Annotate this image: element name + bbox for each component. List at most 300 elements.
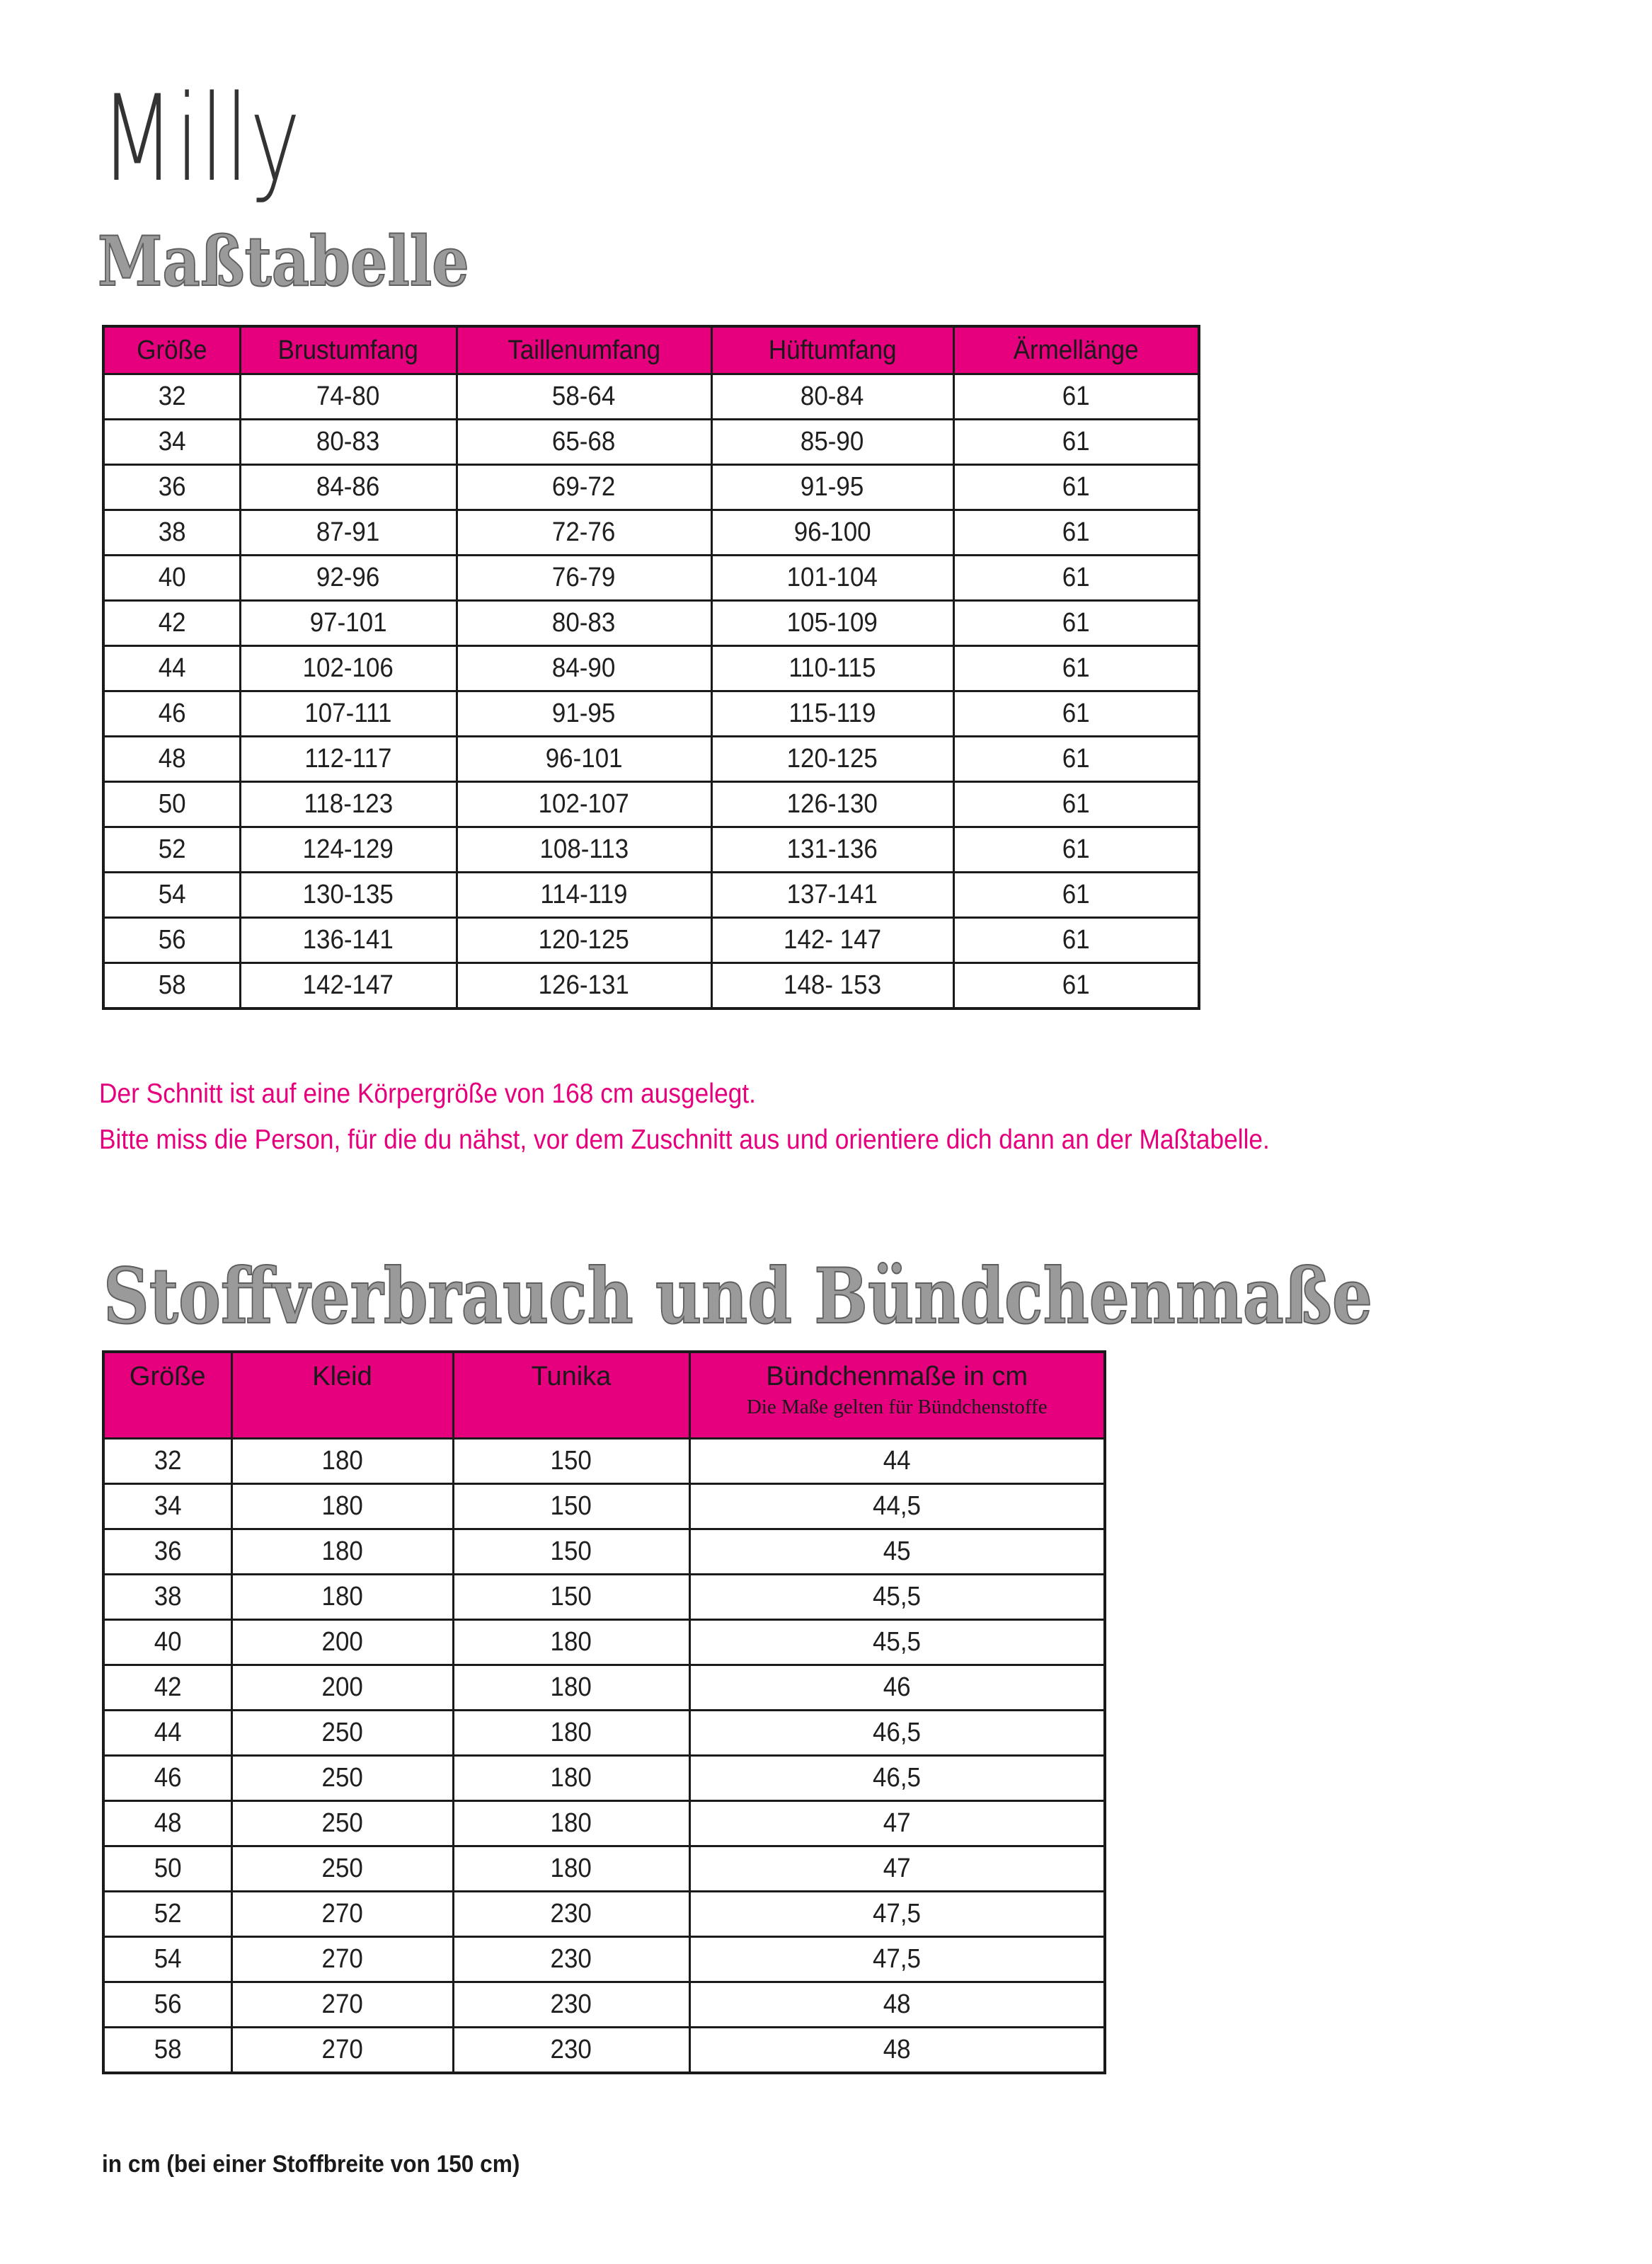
cell-buendchenmasse-in-cm: [689, 1846, 1105, 1892]
cell-groesse: [103, 1620, 231, 1665]
cell-kleid: [231, 1756, 453, 1801]
table-row: [103, 420, 1199, 465]
cell-kleid: [231, 1982, 453, 2028]
cell-value: 142- 147: [783, 925, 881, 955]
cell-buendchenmasse-in-cm: [689, 1439, 1105, 1484]
cell-value: 61: [1062, 608, 1090, 638]
table-row: [103, 1529, 1105, 1575]
table-row: [103, 510, 1199, 556]
cell-groesse: [103, 918, 240, 963]
cell-value: 200: [321, 1627, 363, 1657]
cell-value: 34: [154, 1491, 182, 1521]
cell-groesse: [103, 1892, 231, 1937]
cell-value: 50: [154, 1854, 182, 1883]
cell-value: 124-129: [302, 834, 394, 864]
cell-value: 44: [158, 653, 186, 683]
cell-value: 46,5: [873, 1763, 922, 1793]
cell-value: 61: [1062, 744, 1090, 774]
cell-groesse: [103, 420, 240, 465]
note-body-height: Der Schnitt ist auf eine Körpergröße von 168 cm ausgelegt.: [99, 1079, 756, 1109]
cell-tunika: [453, 1620, 689, 1665]
size-table-header-row: [103, 326, 1199, 374]
table-row: [103, 601, 1199, 646]
table-row: [103, 1711, 1105, 1756]
cell-groesse: [103, 465, 240, 510]
cell-value: 250: [321, 1763, 363, 1793]
cell-value: 136-141: [302, 925, 394, 955]
cell-buendchenmasse-in-cm: [689, 1711, 1105, 1756]
fabric-table-header-row: [103, 1352, 1105, 1439]
cell-value: 80-84: [801, 381, 864, 411]
cell-value: 270: [321, 1899, 363, 1929]
cell-groesse: [103, 1937, 231, 1982]
cell-value: 36: [158, 472, 186, 502]
table-row: [103, 918, 1199, 963]
cell-value: 96-101: [545, 744, 623, 774]
table-row: [103, 1892, 1105, 1937]
cell-value: 65-68: [552, 427, 616, 456]
cell-value: 48: [158, 744, 186, 774]
cell-kleid: [231, 1665, 453, 1711]
cell-tunika: [453, 1846, 689, 1892]
cell-value: 87-91: [316, 517, 380, 547]
cell-buendchenmasse-in-cm: [689, 1665, 1105, 1711]
cell-groesse: [103, 737, 240, 782]
cell-groesse: [103, 1801, 231, 1846]
cell-buendchenmasse-in-cm: [689, 1620, 1105, 1665]
cell-taillenumfang: [457, 465, 711, 510]
cell-value: 126-131: [538, 970, 630, 1000]
cell-value: 61: [1062, 925, 1090, 955]
cell-value: 108-113: [539, 834, 629, 864]
cell-value: 180: [550, 1627, 592, 1657]
cell-groesse: [103, 782, 240, 827]
cell-groesse: [103, 827, 240, 873]
cell-groesse: [103, 963, 240, 1009]
cell-kleid: [231, 1484, 453, 1529]
cell-value: 105-109: [786, 608, 878, 638]
column-header-hueftumfang: [711, 326, 953, 374]
cell-value: 142-147: [302, 970, 394, 1000]
cell-brustumfang: [240, 420, 457, 465]
cell-value: 58: [154, 2035, 182, 2064]
cell-value: 34: [158, 427, 186, 456]
cell-kleid: [231, 1575, 453, 1620]
cell-value: 80-83: [552, 608, 616, 638]
cell-groesse: [103, 691, 240, 737]
cell-value: 230: [550, 1989, 592, 2019]
cell-value: 270: [321, 1989, 363, 2019]
cell-tunika: [453, 1756, 689, 1801]
cell-value: 48: [883, 2035, 911, 2064]
cell-value: 180: [321, 1491, 363, 1521]
cell-value: 45,5: [873, 1627, 922, 1657]
cell-kleid: [231, 1892, 453, 1937]
cell-aermellaenge: [953, 827, 1199, 873]
cell-value: 61: [1062, 653, 1090, 683]
cell-aermellaenge: [953, 691, 1199, 737]
cell-value: 84-86: [316, 472, 380, 502]
cell-hueftumfang: [711, 873, 953, 918]
column-header-label: Größe: [137, 335, 207, 365]
cell-value: 56: [154, 1989, 182, 2019]
cell-brustumfang: [240, 601, 457, 646]
cell-kleid: [231, 2028, 453, 2074]
column-header-taillenumfang: [457, 326, 711, 374]
table-row: [103, 1439, 1105, 1484]
cell-groesse: [103, 1484, 231, 1529]
cell-value: 180: [550, 1854, 592, 1883]
cell-value: 44: [883, 1446, 911, 1476]
cell-value: 76-79: [552, 563, 616, 592]
document-title: Milly: [101, 69, 302, 208]
cell-value: 230: [550, 1899, 592, 1929]
cell-taillenumfang: [457, 601, 711, 646]
cell-value: 250: [321, 1718, 363, 1747]
cell-value: 118-123: [304, 789, 393, 819]
cell-groesse: [103, 646, 240, 691]
cell-taillenumfang: [457, 420, 711, 465]
cell-value: 180: [550, 1718, 592, 1747]
cell-buendchenmasse-in-cm: [689, 1575, 1105, 1620]
cell-value: 38: [158, 517, 186, 547]
cell-value: 44: [154, 1718, 182, 1747]
cell-brustumfang: [240, 510, 457, 556]
cell-value: 85-90: [801, 427, 864, 456]
cell-value: 47: [883, 1854, 911, 1883]
cell-taillenumfang: [457, 646, 711, 691]
cell-value: 42: [158, 608, 186, 638]
cell-value: 270: [321, 2035, 363, 2064]
cell-groesse: [103, 1575, 231, 1620]
column-header-groesse: [103, 1352, 231, 1439]
table-row: [103, 873, 1199, 918]
cell-value: 180: [550, 1763, 592, 1793]
table-row: [103, 737, 1199, 782]
column-header-label: Taillenumfang: [507, 335, 660, 365]
column-header-buendchenmasse-in-cm: [689, 1352, 1105, 1439]
cell-value: 250: [321, 1808, 363, 1838]
table-row: [103, 1756, 1105, 1801]
cell-value: 61: [1062, 834, 1090, 864]
cell-value: 48: [154, 1808, 182, 1838]
note-measure-instructions: Bitte miss die Person, für die du nähst, vor dem Zuschnitt aus und orientiere dich dann an der Maßtabelle.: [99, 1125, 1270, 1155]
cell-buendchenmasse-in-cm: [689, 2028, 1105, 2074]
cell-kleid: [231, 1620, 453, 1665]
cell-value: 107-111: [304, 699, 392, 728]
cell-value: 110-115: [788, 653, 876, 683]
cell-aermellaenge: [953, 963, 1199, 1009]
cell-value: 180: [550, 1808, 592, 1838]
cell-value: 96-100: [793, 517, 871, 547]
cell-brustumfang: [240, 873, 457, 918]
cell-groesse: [103, 1982, 231, 2028]
cell-value: 46: [154, 1763, 182, 1793]
cell-hueftumfang: [711, 510, 953, 556]
cell-value: 112-117: [304, 744, 392, 774]
cell-value: 54: [158, 880, 186, 909]
cell-value: 150: [550, 1491, 592, 1521]
table-row: [103, 646, 1199, 691]
column-header-brustumfang: [240, 326, 457, 374]
cell-value: 48: [883, 1989, 911, 2019]
cell-tunika: [453, 1575, 689, 1620]
fabric-table-body: [103, 1439, 1105, 2074]
cell-aermellaenge: [953, 737, 1199, 782]
fabric-table-heading: Stoffverbrauch und Bündchenmaße: [103, 1252, 1373, 1341]
cell-value: 61: [1062, 517, 1090, 547]
cell-value: 38: [154, 1582, 182, 1611]
cell-brustumfang: [240, 465, 457, 510]
cell-kleid: [231, 1529, 453, 1575]
table-row: [103, 374, 1199, 420]
cell-value: 36: [154, 1536, 182, 1566]
cell-value: 126-130: [786, 789, 878, 819]
cell-value: 102-107: [538, 789, 630, 819]
cell-groesse: [103, 374, 240, 420]
cell-value: 102-106: [302, 653, 394, 683]
cell-buendchenmasse-in-cm: [689, 1529, 1105, 1575]
cell-aermellaenge: [953, 374, 1199, 420]
cell-value: 74-80: [316, 381, 380, 411]
cell-value: 32: [154, 1446, 182, 1476]
cell-hueftumfang: [711, 374, 953, 420]
cell-tunika: [453, 1982, 689, 2028]
cell-brustumfang: [240, 556, 457, 601]
cell-value: 61: [1062, 472, 1090, 502]
cell-value: 40: [154, 1627, 182, 1657]
column-header-sublabel: Die Maße gelten für Bündchenstoffe: [746, 1396, 1048, 1418]
cell-hueftumfang: [711, 420, 953, 465]
cell-tunika: [453, 1665, 689, 1711]
cell-value: 250: [321, 1854, 363, 1883]
cell-aermellaenge: [953, 646, 1199, 691]
cell-tunika: [453, 1484, 689, 1529]
cell-brustumfang: [240, 691, 457, 737]
cell-groesse: [103, 1665, 231, 1711]
table-row: [103, 782, 1199, 827]
cell-value: 47,5: [873, 1944, 922, 1974]
footer-note: in cm (bei einer Stoffbreite von 150 cm): [102, 2151, 520, 2178]
cell-value: 56: [158, 925, 186, 955]
fabric-table: [102, 1350, 1106, 2074]
cell-groesse: [103, 556, 240, 601]
cell-value: 230: [550, 1944, 592, 1974]
cell-value: 72-76: [552, 517, 616, 547]
cell-value: 91-95: [801, 472, 864, 502]
cell-aermellaenge: [953, 465, 1199, 510]
cell-hueftumfang: [711, 827, 953, 873]
cell-tunika: [453, 2028, 689, 2074]
cell-taillenumfang: [457, 918, 711, 963]
cell-value: 114-119: [540, 880, 628, 909]
cell-groesse: [103, 873, 240, 918]
size-table-heading: Maßtabelle: [98, 222, 469, 301]
cell-groesse: [103, 601, 240, 646]
cell-tunika: [453, 1801, 689, 1846]
table-row: [103, 963, 1199, 1009]
cell-groesse: [103, 510, 240, 556]
cell-value: 58-64: [552, 381, 616, 411]
cell-brustumfang: [240, 374, 457, 420]
cell-value: 101-104: [786, 563, 878, 592]
table-row: [103, 1484, 1105, 1529]
cell-value: 32: [158, 381, 186, 411]
cell-value: 45: [883, 1536, 911, 1566]
column-header-label: Bündchenmaße in cm: [766, 1362, 1028, 1391]
cell-brustumfang: [240, 782, 457, 827]
cell-taillenumfang: [457, 691, 711, 737]
cell-taillenumfang: [457, 374, 711, 420]
cell-groesse: [103, 1756, 231, 1801]
cell-aermellaenge: [953, 873, 1199, 918]
cell-aermellaenge: [953, 782, 1199, 827]
cell-tunika: [453, 1529, 689, 1575]
cell-value: 47: [883, 1808, 911, 1838]
cell-hueftumfang: [711, 601, 953, 646]
cell-brustumfang: [240, 963, 457, 1009]
column-header-tunika: [453, 1352, 689, 1439]
cell-value: 97-101: [309, 608, 387, 638]
table-row: [103, 556, 1199, 601]
cell-hueftumfang: [711, 918, 953, 963]
cell-buendchenmasse-in-cm: [689, 1982, 1105, 2028]
cell-value: 54: [154, 1944, 182, 1974]
column-header-label: Größe: [129, 1362, 206, 1391]
cell-value: 115-119: [788, 699, 876, 728]
column-header-aermellaenge: [953, 326, 1199, 374]
cell-hueftumfang: [711, 737, 953, 782]
cell-value: 45,5: [873, 1582, 922, 1611]
cell-brustumfang: [240, 646, 457, 691]
column-header-label: Tunika: [531, 1362, 612, 1391]
cell-value: 180: [321, 1446, 363, 1476]
cell-buendchenmasse-in-cm: [689, 1484, 1105, 1529]
cell-value: 52: [154, 1899, 182, 1929]
cell-value: 61: [1062, 381, 1090, 411]
cell-hueftumfang: [711, 782, 953, 827]
size-table-body: [103, 374, 1199, 1009]
cell-aermellaenge: [953, 918, 1199, 963]
cell-hueftumfang: [711, 691, 953, 737]
cell-value: 148- 153: [783, 970, 881, 1000]
cell-taillenumfang: [457, 873, 711, 918]
cell-value: 47,5: [873, 1899, 922, 1929]
column-header-label: Brustumfang: [277, 335, 419, 365]
cell-value: 61: [1062, 563, 1090, 592]
cell-value: 84-90: [552, 653, 616, 683]
cell-taillenumfang: [457, 737, 711, 782]
cell-taillenumfang: [457, 827, 711, 873]
cell-value: 120-125: [538, 925, 630, 955]
cell-hueftumfang: [711, 556, 953, 601]
cell-brustumfang: [240, 918, 457, 963]
table-row: [103, 1937, 1105, 1982]
cell-value: 44,5: [873, 1491, 922, 1521]
cell-aermellaenge: [953, 601, 1199, 646]
cell-tunika: [453, 1892, 689, 1937]
cell-brustumfang: [240, 827, 457, 873]
cell-taillenumfang: [457, 963, 711, 1009]
cell-value: 270: [321, 1944, 363, 1974]
cell-value: 150: [550, 1446, 592, 1476]
cell-value: 46: [158, 699, 186, 728]
cell-hueftumfang: [711, 465, 953, 510]
column-header-label: Hüftumfang: [768, 335, 897, 365]
cell-brustumfang: [240, 737, 457, 782]
cell-taillenumfang: [457, 556, 711, 601]
cell-buendchenmasse-in-cm: [689, 1937, 1105, 1982]
cell-taillenumfang: [457, 782, 711, 827]
cell-hueftumfang: [711, 646, 953, 691]
cell-value: 69-72: [552, 472, 616, 502]
table-row: [103, 1982, 1105, 2028]
cell-buendchenmasse-in-cm: [689, 1892, 1105, 1937]
cell-value: 80-83: [316, 427, 380, 456]
cell-value: 92-96: [316, 563, 380, 592]
cell-value: 52: [158, 834, 186, 864]
column-header-groesse: [103, 326, 240, 374]
cell-value: 61: [1062, 970, 1090, 1000]
cell-value: 150: [550, 1536, 592, 1566]
cell-kleid: [231, 1801, 453, 1846]
cell-value: 180: [550, 1672, 592, 1702]
cell-taillenumfang: [457, 510, 711, 556]
cell-aermellaenge: [953, 420, 1199, 465]
table-row: [103, 827, 1199, 873]
cell-groesse: [103, 1529, 231, 1575]
cell-aermellaenge: [953, 556, 1199, 601]
cell-kleid: [231, 1439, 453, 1484]
table-row: [103, 691, 1199, 737]
cell-tunika: [453, 1937, 689, 1982]
table-row: [103, 465, 1199, 510]
cell-value: 230: [550, 2035, 592, 2064]
cell-aermellaenge: [953, 510, 1199, 556]
cell-value: 58: [158, 970, 186, 1000]
cell-value: 180: [321, 1536, 363, 1566]
cell-kleid: [231, 1711, 453, 1756]
cell-kleid: [231, 1937, 453, 1982]
table-row: [103, 1665, 1105, 1711]
column-header-kleid: [231, 1352, 453, 1439]
cell-value: 180: [321, 1582, 363, 1611]
cell-value: 61: [1062, 699, 1090, 728]
cell-value: 46: [883, 1672, 911, 1702]
cell-value: 61: [1062, 789, 1090, 819]
cell-tunika: [453, 1439, 689, 1484]
cell-groesse: [103, 2028, 231, 2074]
table-row: [103, 1575, 1105, 1620]
cell-value: 120-125: [786, 744, 878, 774]
cell-value: 131-136: [786, 834, 878, 864]
cell-hueftumfang: [711, 963, 953, 1009]
cell-value: 137-141: [786, 880, 878, 909]
size-table: [102, 325, 1200, 1010]
cell-value: 46,5: [873, 1718, 922, 1747]
cell-value: 40: [158, 563, 186, 592]
cell-groesse: [103, 1711, 231, 1756]
cell-value: 150: [550, 1582, 592, 1611]
cell-value: 91-95: [552, 699, 616, 728]
cell-tunika: [453, 1711, 689, 1756]
table-row: [103, 1846, 1105, 1892]
cell-value: 61: [1062, 427, 1090, 456]
cell-value: 50: [158, 789, 186, 819]
cell-buendchenmasse-in-cm: [689, 1756, 1105, 1801]
cell-groesse: [103, 1846, 231, 1892]
column-header-label: Ärmellänge: [1013, 335, 1139, 365]
